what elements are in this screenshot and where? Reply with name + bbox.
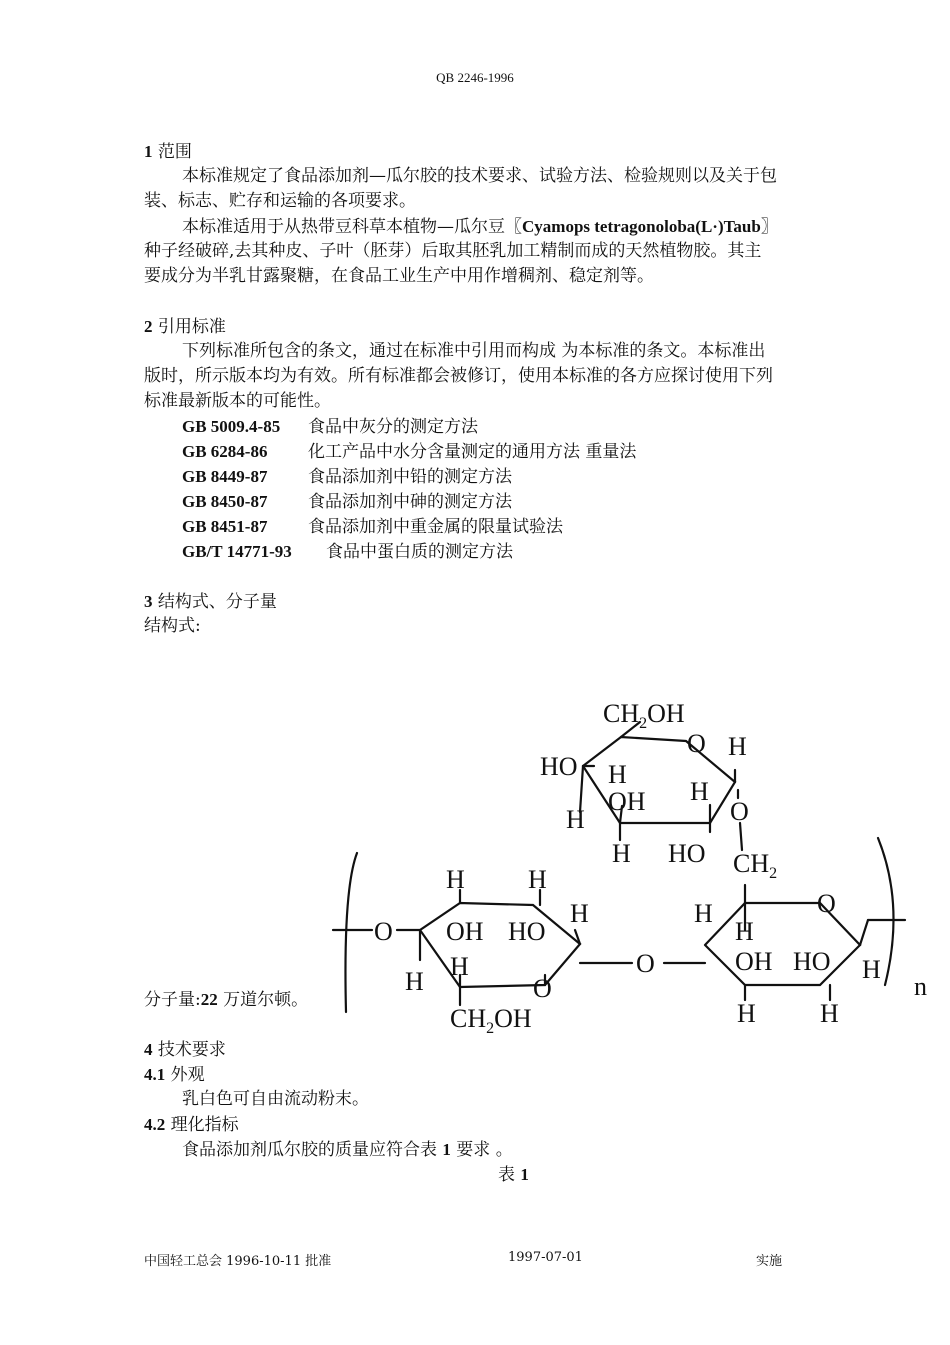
section-1-paragraph-2-line-1: 本标准适用于从热带豆科草本植物—瓜尔豆〖Cyamops tetragonoloba(L·)Taub〗: [182, 217, 778, 237]
formula-label-h: H: [735, 917, 754, 946]
species-name: Cyamops tetragonoloba(L·)Taub: [522, 217, 761, 236]
table-caption: 表 1: [498, 1165, 529, 1185]
section-3-heading: 3 结构式、分子量: [144, 592, 277, 612]
reference-item: GB/T 14771-93 食品中蛋白质的测定方法: [182, 542, 513, 562]
section-4-heading: 4 技术要求: [144, 1040, 226, 1060]
section-4-2-heading: 4.2 理化指标: [144, 1115, 239, 1135]
formula-label-h: H: [446, 865, 465, 894]
formula-label-h: H: [690, 777, 709, 806]
formula-label-o: O: [636, 949, 655, 978]
formula-label-h: H: [728, 732, 747, 761]
formula-label-h: H: [694, 899, 713, 928]
formula-label-oh: OH: [446, 917, 484, 946]
formula-label-h: H: [862, 955, 881, 984]
formula-label-o: O: [817, 889, 836, 918]
formula-label-h: H: [612, 839, 631, 868]
formula-label-h: H: [737, 999, 756, 1028]
formula-label-n: n: [914, 972, 927, 1001]
formula-label-h: H: [528, 865, 547, 894]
section-4-1-heading: 4.1 外观: [144, 1065, 205, 1085]
formula-label-ho: HO: [668, 839, 706, 868]
page-header-standard-no: QB 2246-1996: [436, 70, 514, 85]
section-1-paragraph-2-line-3: 要成分为半乳甘露聚糖，在食品工业生产中用作增稠剂、稳定剂等。: [144, 266, 654, 286]
reference-item: GB 8450-87 食品添加剂中砷的测定方法: [182, 492, 512, 512]
formula-label-h: H: [405, 967, 424, 996]
formula-label-o: O: [533, 974, 552, 1003]
formula-label-ho: HO: [540, 752, 578, 781]
formula-label-oh: OH: [608, 787, 646, 816]
formula-label-h: H: [570, 899, 589, 928]
reference-item: GB 8451-87 食品添加剂中重金属的限量试验法: [182, 517, 563, 537]
footer-approval: 中国轻工总会 1996-10-11 批准: [144, 1254, 332, 1269]
section-2-paragraph-line-2: 版时，所示版本均为有效。所有标准都会被修订，使用本标准的各方应探讨使用下列: [144, 366, 773, 386]
formula-label-h: H: [566, 805, 585, 834]
formula-label-ring-o: O: [687, 729, 706, 758]
section-2-paragraph-line-3: 标准最新版本的可能性。: [144, 391, 331, 411]
structure-label: 结构式:: [144, 616, 201, 636]
formula-label-oh: OH: [735, 947, 773, 976]
formula-label-ch2oh-bottom: $CH_2OH$: [450, 1004, 532, 1037]
section-4-1-text: 乳白色可自由流动粉末。: [182, 1089, 369, 1109]
reference-item: GB 8449-87 食品添加剂中铅的测定方法: [182, 467, 512, 487]
footer-implementation-date: 1997-07-01: [508, 1250, 583, 1265]
formula-label-o: O: [730, 797, 749, 826]
section-2-heading: 2 引用标准: [144, 317, 226, 337]
section-1-paragraph-1-line-1: 本标准规定了食品添加剂—瓜尔胶的技术要求、试验方法、检验规则以及关于包: [182, 166, 777, 186]
formula-label-o: O: [374, 917, 393, 946]
footer-implementation-label: 实施: [756, 1254, 783, 1269]
section-1-paragraph-2-line-2: 种子经破碎,去其种皮、子叶（胚芽）后取其胚乳加工精制而成的天然植物胶。其主: [144, 241, 762, 261]
formula-label-h: H: [820, 999, 839, 1028]
formula-label-ho: HO: [508, 917, 546, 946]
formula-label-h: H: [450, 952, 469, 981]
formula-label-ch2: $CH_2$: [733, 849, 778, 882]
section-1-heading: 1 范围: [144, 142, 192, 162]
formula-label-ch2oh-top: $CH_2OH$: [603, 699, 685, 732]
section-4-2-text: 食品添加剂瓜尔胶的质量应符合表 1 要求 。: [182, 1140, 513, 1160]
section-2-paragraph-line-1: 下列标准所包含的条文，通过在标准中引用而构成 为本标准的条文。本标准出: [182, 341, 766, 361]
reference-item: GB 6284-86 化工产品中水分含量测定的通用方法 重量法: [182, 442, 637, 462]
formula-label-h: H: [608, 760, 627, 789]
molecular-weight: 分子量:22 万道尔顿。: [144, 990, 309, 1010]
section-1-paragraph-1-line-2: 装、标志、贮存和运输的各项要求。: [144, 191, 416, 211]
formula-label-ho: HO: [793, 947, 831, 976]
reference-item: GB 5009.4-85 食品中灰分的测定方法: [182, 417, 478, 437]
